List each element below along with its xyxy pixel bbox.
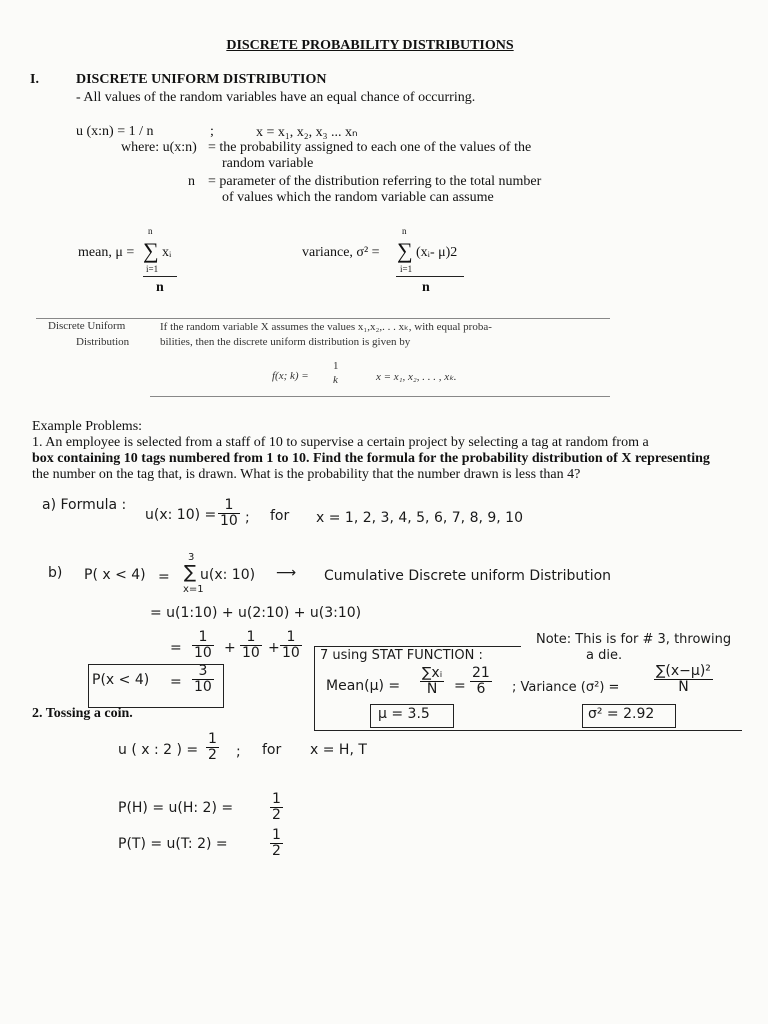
- part-b-fraction-3-den: 10: [282, 644, 300, 661]
- pt-fraction: [270, 828, 283, 858]
- part-a-label: a) Formula :: [42, 497, 127, 513]
- part-b-fraction-2: [240, 630, 262, 660]
- pt-denominator: 2: [272, 842, 281, 859]
- variance-answer: σ² = 2.92: [588, 706, 655, 722]
- answer-denominator: 10: [194, 678, 212, 695]
- part-b-fraction-1: [192, 630, 214, 660]
- formula-rhs: x = x₁, x₂, x₃ ... xₙ: [256, 125, 358, 140]
- part-b-arrow: ⟶: [276, 565, 297, 581]
- part-a-values: x = 1, 2, 3, 4, 5, 6, 7, 8, 9, 10: [316, 510, 523, 526]
- mean-sum-symbol: ∑: [143, 238, 159, 263]
- part-a-lhs: u(x: 10) =: [145, 507, 217, 523]
- part-b-fraction-3-num: 1: [280, 630, 302, 646]
- stat-heading: 7 using STAT FUNCTION :: [320, 648, 483, 663]
- n-label: n: [188, 174, 195, 189]
- excerpt-bottom-rule: [150, 396, 610, 397]
- coin-separator: ;: [236, 744, 241, 760]
- variance-sum-term: (xᵢ- μ)2: [416, 245, 458, 260]
- part-b-plus-1: +: [224, 640, 236, 656]
- pt-lhs: P(T) = u(T: 2) =: [118, 836, 228, 852]
- part-b-line-3-equals: =: [170, 640, 182, 656]
- note-line-1: Note: This is for # 3, throwing: [536, 632, 732, 647]
- section-description: - All values of the random variables have an equal chance of occurring.: [76, 90, 476, 105]
- problem-1-line-3: the number on the tag that, is drawn. What is the probability that the number drawn is less than 4?: [32, 467, 581, 482]
- mean-label: mean, μ =: [78, 245, 135, 260]
- ph-lhs: P(H) = u(H: 2) =: [118, 800, 234, 816]
- problem-2-heading: 2. Tossing a coin.: [32, 706, 133, 721]
- stat-mean-label: Mean(μ) =: [326, 678, 401, 694]
- variance-label: variance, σ² =: [302, 245, 380, 260]
- part-a-numerator: 1: [218, 498, 240, 514]
- variance-sum-symbol: ∑: [397, 238, 413, 263]
- excerpt-top-rule: [36, 318, 610, 319]
- part-b-sum-top: 3: [188, 552, 195, 563]
- mean-sum-upper: n: [148, 226, 153, 236]
- stat-mean-equals: =: [454, 678, 466, 694]
- variance-label-hand: ; Variance (σ²) =: [512, 680, 620, 695]
- stat-mean-fraction: [420, 666, 444, 696]
- problem-1-line-1: 1. An employee is selected from a staff of 10 to supervise a certain project by selecting a tag at random from a: [32, 435, 649, 450]
- n-definition-1: = parameter of the distribution referring to the total number: [208, 174, 542, 189]
- excerpt-f-numerator: 1: [333, 360, 339, 372]
- coin-values: x = H, T: [310, 742, 367, 758]
- part-b-note: Cumulative Discrete uniform Distribution: [324, 568, 612, 584]
- pt-numerator: 1: [272, 827, 281, 843]
- where-label: where: u(x:n): [121, 140, 197, 155]
- excerpt-f-rhs: x = x₁, x₂, . . . , xₖ.: [376, 371, 457, 383]
- part-b-equals: =: [158, 569, 170, 585]
- part-a-separator: ;: [245, 510, 250, 526]
- variance-num-hand: ∑(x−μ)²: [656, 663, 711, 679]
- coin-denominator: 2: [208, 746, 217, 763]
- variance-sum-lower: i=1: [400, 264, 413, 274]
- excerpt-f-denominator: k: [333, 374, 338, 386]
- variance-denominator: n: [422, 280, 430, 295]
- stat-mean-fraction-2: [470, 666, 492, 696]
- part-b-fraction-2-num: 1: [240, 630, 262, 646]
- answer-equals: =: [170, 674, 182, 690]
- answer-lhs: P(x < 4): [92, 672, 150, 688]
- variance-den-hand: N: [678, 678, 689, 695]
- part-b-line-2: = u(1:10) + u(2:10) + u(3:10): [150, 605, 362, 621]
- excerpt-term-2: Distribution: [76, 336, 130, 348]
- part-b-plus-2: +: [268, 640, 280, 656]
- mean-denominator: n: [156, 280, 164, 295]
- part-b-lhs: P( x < 4): [84, 567, 146, 583]
- stat-underline: [314, 730, 742, 731]
- stat-mean-num-2: 21: [472, 665, 490, 681]
- excerpt-term-1: Discrete Uniform: [48, 320, 126, 332]
- variance-fraction-hand: [654, 664, 713, 694]
- n-definition-2: of values which the random variable can assume: [222, 190, 494, 205]
- part-b-sum-bottom: x=1: [183, 584, 204, 595]
- where-definition-1: = the probability assigned to each one of the values of the: [208, 140, 532, 155]
- section-numeral: I.: [30, 72, 39, 87]
- part-b-fraction-3: [280, 630, 302, 660]
- part-b-term: u(x: 10): [200, 567, 256, 583]
- answer-fraction: [192, 664, 214, 694]
- coin-numerator: 1: [208, 731, 217, 747]
- variance-sum-upper: n: [402, 226, 407, 236]
- stat-mean-den: N: [426, 680, 438, 697]
- stat-mean-answer: μ = 3.5: [378, 706, 430, 722]
- note-line-2: a die.: [586, 648, 623, 663]
- section-heading: DISCRETE UNIFORM DISTRIBUTION: [76, 72, 327, 87]
- formula-separator: ;: [210, 124, 214, 139]
- formula-lhs: u (x:n) = 1 / n: [76, 124, 154, 139]
- answer-numerator: 3: [192, 664, 214, 680]
- problem-1-line-2: box containing 10 tags numbered from 1 to 10. Find the formula for the probability distribution of X representing: [32, 451, 710, 466]
- variance-fraction-bar: [396, 276, 464, 277]
- where-definition-2: random variable: [222, 156, 314, 171]
- coin-for: for: [262, 742, 282, 758]
- excerpt-line-1: If the random variable X assumes the values x₁,x₂,. . . xₖ, with equal proba-: [160, 321, 492, 333]
- part-a-denominator: 10: [220, 512, 238, 529]
- excerpt-line-2: bilities, then the discrete uniform distribution is given by: [160, 336, 411, 348]
- stat-mean-den-2: 6: [476, 680, 486, 697]
- part-b-fraction-2-den: 10: [242, 644, 260, 661]
- mean-sum-lower: i=1: [146, 264, 159, 274]
- ph-denominator: 2: [272, 806, 281, 823]
- coin-fraction: [206, 732, 219, 762]
- part-b-label: b): [48, 565, 63, 581]
- mean-sum-term: xᵢ: [162, 245, 172, 260]
- part-b-fraction-1-den: 10: [194, 644, 212, 661]
- part-b-sum-symbol: ∑: [184, 562, 197, 583]
- mean-fraction-bar: [143, 276, 177, 277]
- part-a-fraction: [218, 498, 240, 528]
- stat-mean-num: ∑xᵢ: [422, 665, 443, 681]
- excerpt-f-lhs: f(x; k) =: [272, 370, 309, 382]
- coin-lhs: u ( x : 2 ) =: [118, 742, 199, 758]
- page-title: DISCRETE PROBABILITY DISTRIBUTIONS: [226, 38, 514, 53]
- part-b-fraction-1-num: 1: [192, 630, 214, 646]
- ph-numerator: 1: [272, 791, 281, 807]
- ph-fraction: [270, 792, 283, 822]
- examples-heading: Example Problems:: [32, 419, 143, 434]
- part-a-for: for: [270, 508, 290, 524]
